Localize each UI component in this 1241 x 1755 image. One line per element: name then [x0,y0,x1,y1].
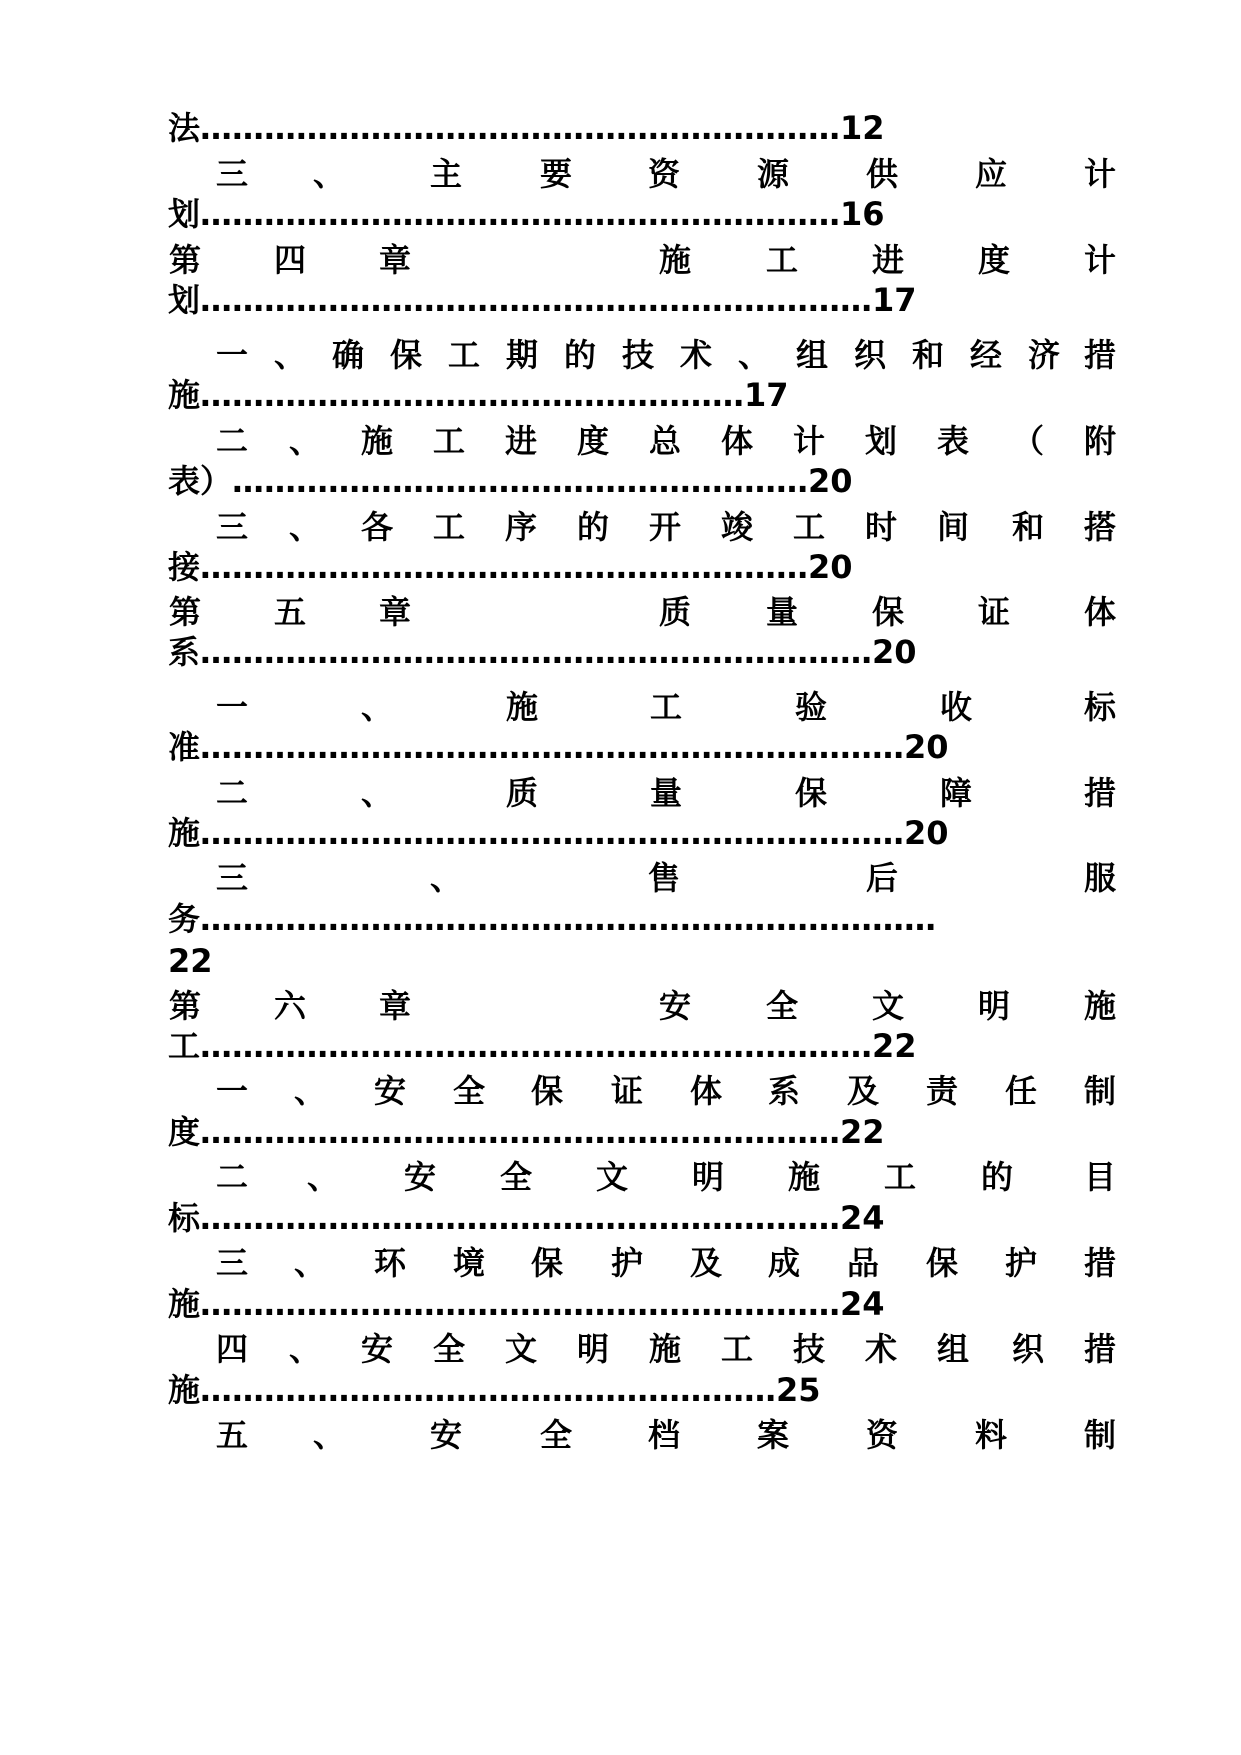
toc-heading-char: 境 [452,1244,486,1282]
toc-heading-char: 、 [288,508,322,546]
toc-heading-char: 证 [977,593,1011,631]
toc-heading-char: 质 [505,774,539,812]
toc-heading-char: 成 [767,1244,801,1282]
toc-heading-char: 系 [767,1072,801,1110]
toc-entry-line: 务…………………………………………………………… [168,900,937,938]
toc-heading-char: 、 [737,336,771,374]
toc-heading-char: 保 [871,593,905,631]
toc-heading-char: 五 [215,1416,249,1454]
toc-heading-char: 的 [576,508,610,546]
toc-heading-char: 工 [447,336,481,374]
toc-heading-char: 术 [864,1330,898,1368]
toc-heading-char: 序 [504,508,538,546]
toc-heading-char: 制 [1083,1416,1117,1454]
toc-heading-line [168,592,1128,632]
toc-heading-char: 明 [576,1330,610,1368]
toc-heading-char: 护 [1004,1244,1038,1282]
toc-heading-char: 的 [980,1158,1014,1196]
toc-heading-char: 应 [974,155,1008,193]
toc-heading-char: 、 [360,774,394,812]
toc-heading-char: 二 [215,1158,249,1196]
toc-heading-char: 章 [378,987,412,1025]
toc-heading-char: 技 [621,336,655,374]
toc-heading-line [168,858,1128,898]
toc-heading-char: 保 [794,774,828,812]
toc-heading-char: 第 [168,593,202,631]
toc-entry-line: 接…………………………………………………20 [168,548,853,586]
toc-heading-char: 组 [795,336,829,374]
toc-heading-char: 验 [794,688,828,726]
toc-heading-char: 确 [331,336,365,374]
toc-heading-line [168,986,1128,1026]
toc-heading-char: 计 [792,422,826,460]
toc-heading-char: 量 [649,774,683,812]
toc-heading-char: 工 [432,422,466,460]
toc-entry-line: 度……………………………………………………22 [168,1113,885,1151]
toc-heading-line [168,507,1128,547]
toc-heading-char: 及 [846,1072,880,1110]
toc-entry-line: 施…………………………………………………………20 [168,814,949,852]
toc-heading-char: 一 [215,1072,249,1110]
toc-heading-char: 章 [378,593,412,631]
toc-heading-char: 工 [765,241,799,279]
toc-heading-char: 工 [432,508,466,546]
toc-heading-char: 明 [691,1158,725,1196]
toc-heading-char: 料 [974,1416,1008,1454]
toc-heading-char: 度 [977,241,1011,279]
toc-heading-line [168,1071,1128,1111]
toc-heading-char: 进 [504,422,538,460]
toc-heading-char: 织 [853,336,887,374]
toc-heading-char: 、 [293,1072,327,1110]
toc-heading-char: 三 [215,859,249,897]
toc-heading-char: 安 [403,1158,437,1196]
toc-heading-char: 、 [288,1330,322,1368]
toc-heading-char: 资 [647,155,681,193]
toc-heading-char: （ [1011,422,1045,460]
toc-heading-char: 措 [1083,336,1117,374]
toc-heading-char: 间 [936,508,970,546]
toc-heading-line [168,1157,1128,1197]
toc-entry-line: 标……………………………………………………24 [168,1199,885,1237]
toc-heading-char: 档 [647,1416,681,1454]
toc-heading-char: 五 [273,593,307,631]
toc-heading-char: 全 [452,1072,486,1110]
toc-heading-char: 任 [1004,1072,1038,1110]
toc-heading-char: 二 [215,422,249,460]
toc-heading-line [168,1415,1128,1455]
toc-heading-char: 障 [939,774,973,812]
toc-heading-line [168,773,1128,813]
toc-heading-char: 保 [530,1244,564,1282]
toc-heading-char: 、 [306,1158,340,1196]
toc-heading-char: 责 [925,1072,959,1110]
toc-heading-char: 源 [756,155,790,193]
toc-heading-char: 施 [505,688,539,726]
toc-heading-char: 期 [505,336,539,374]
toc-heading-char: 工 [883,1158,917,1196]
toc-heading-char: 施 [1083,987,1117,1025]
toc-heading-char: 措 [1083,1244,1117,1282]
toc-heading-char: 措 [1083,1330,1117,1368]
toc-heading-char: 保 [530,1072,564,1110]
toc-heading-char: 要 [539,155,573,193]
toc-heading-char: 、 [312,155,346,193]
toc-heading-char: 三 [215,1244,249,1282]
toc-entry-line: 划……………………………………………………16 [168,195,885,233]
toc-heading-char: 工 [649,688,683,726]
toc-heading-char: 品 [846,1244,880,1282]
toc-entry-line: 施……………………………………………………24 [168,1285,885,1323]
toc-heading-char: 安 [658,987,692,1025]
toc-heading-char: 及 [689,1244,723,1282]
toc-heading-char: 施 [360,422,394,460]
toc-heading-char: 明 [977,987,1011,1025]
toc-heading-char: 六 [273,987,307,1025]
toc-heading-line [168,240,1128,280]
toc-heading-line [168,421,1128,461]
toc-heading-char: 文 [871,987,905,1025]
toc-heading-char: 、 [288,422,322,460]
toc-heading-char: 技 [792,1330,826,1368]
toc-heading-char: 供 [865,155,899,193]
toc-heading-char: 和 [911,336,945,374]
toc-heading-char: 计 [1083,241,1117,279]
toc-heading-char: 资 [865,1416,899,1454]
toc-heading-char: 和 [1011,508,1045,546]
toc-heading-line [168,154,1128,194]
toc-heading-char: 质 [658,593,692,631]
toc-heading-char: 术 [679,336,713,374]
toc-heading-char: 后 [865,859,899,897]
toc-heading-char: 文 [504,1330,538,1368]
toc-heading-char: 经 [969,336,1003,374]
toc-heading-char: 施 [648,1330,682,1368]
toc-heading-char: 附 [1083,422,1117,460]
toc-heading-char: 文 [595,1158,629,1196]
toc-heading-char: 安 [373,1072,407,1110]
toc-heading-char: 安 [360,1330,394,1368]
toc-heading-line [168,1243,1128,1283]
toc-heading-char: 、 [429,859,463,897]
toc-heading-char: 时 [864,508,898,546]
toc-heading-char: 、 [273,336,307,374]
toc-heading-char: 总 [648,422,682,460]
toc-heading-char: 目 [1083,1158,1117,1196]
toc-heading-char: 工 [720,1330,754,1368]
toc-heading-char: 一 [215,688,249,726]
toc-entry-line: 22 [168,942,213,980]
toc-heading-char: 计 [1083,155,1117,193]
toc-heading-char: 二 [215,774,249,812]
toc-heading-char: 体 [720,422,754,460]
toc-heading-char: 全 [432,1330,466,1368]
toc-heading-char: 案 [756,1416,790,1454]
toc-heading-char: 售 [647,859,681,897]
toc-heading-line [168,687,1128,727]
toc-heading-line [168,1329,1128,1369]
toc-heading-char: 制 [1083,1072,1117,1110]
toc-heading-char: 服 [1083,859,1117,897]
toc-heading-char: 进 [871,241,905,279]
toc-heading-char: 工 [792,508,826,546]
toc-heading-char: 组 [936,1330,970,1368]
toc-heading-char: 护 [610,1244,644,1282]
toc-entry-line: 施………………………………………………25 [168,1371,821,1409]
toc-heading-char: 、 [360,688,394,726]
toc-heading-char: 证 [610,1072,644,1110]
toc-heading-char: 各 [360,508,394,546]
toc-heading-char: 施 [787,1158,821,1196]
toc-entry-line: 法……………………………………………………12 [168,109,885,147]
toc-heading-char: 济 [1027,336,1061,374]
toc-heading-char: 施 [658,241,692,279]
toc-heading-char: 四 [215,1330,249,1368]
toc-heading-char: 的 [563,336,597,374]
toc-heading-char: 全 [499,1158,533,1196]
toc-heading-char: 开 [648,508,682,546]
toc-heading-char: 安 [429,1416,463,1454]
toc-heading-char: 划 [864,422,898,460]
toc-heading-char: 量 [765,593,799,631]
toc-heading-char: 表 [936,422,970,460]
toc-heading-char: 、 [293,1244,327,1282]
toc-heading-char: 章 [378,241,412,279]
toc-heading-char: 体 [689,1072,723,1110]
toc-heading-char: 全 [539,1416,573,1454]
toc-heading-char: 搭 [1083,508,1117,546]
toc-heading-char: 三 [215,155,249,193]
toc-heading-char: 全 [765,987,799,1025]
toc-heading-char: 四 [273,241,307,279]
toc-heading-char: 标 [1083,688,1117,726]
toc-heading-char: 体 [1083,593,1117,631]
toc-heading-char: 收 [939,688,973,726]
toc-heading-char: 保 [925,1244,959,1282]
toc-entry-line: 系………………………………………………………20 [168,633,917,671]
toc-entry-line: 划………………………………………………………17 [168,281,917,319]
toc-heading-char: 环 [373,1244,407,1282]
toc-heading-char: 第 [168,987,202,1025]
toc-entry-line: 施……………………………………………17 [168,376,789,414]
toc-heading-char: 三 [215,508,249,546]
toc-heading-char: 竣 [720,508,754,546]
toc-heading-char: 、 [312,1416,346,1454]
toc-heading-char: 第 [168,241,202,279]
toc-entry-line: 表）………………………………………………20 [168,462,853,500]
toc-heading-line [168,335,1128,375]
toc-heading-char: 措 [1083,774,1117,812]
toc-heading-char: 保 [389,336,423,374]
toc-entry-line: 准…………………………………………………………20 [168,728,949,766]
toc-heading-char: 主 [429,155,463,193]
toc-entry-line: 工………………………………………………………22 [168,1027,917,1065]
toc-heading-char: 度 [576,422,610,460]
toc-heading-char: 织 [1011,1330,1045,1368]
toc-heading-char: 一 [215,336,249,374]
